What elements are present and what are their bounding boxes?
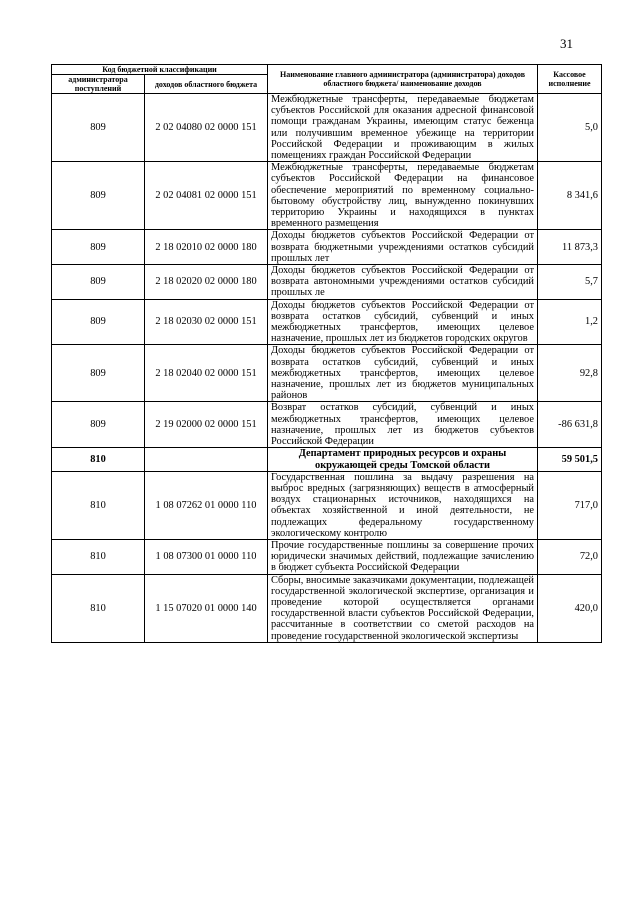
income-name-cell: Сборы, вносимые заказчиками документации, подлежащей государственной экологической экспертизе, организация и проведение которой осуществляется органами государственной власти субъектов Российской Федерации, рассчитанные в соответствии со сметой расходов на проведение государственной экологической экспертизы	[268, 574, 538, 642]
income-code-cell: 2 18 02030 02 0000 151	[145, 299, 268, 345]
header-admin: администратора поступлений	[52, 75, 145, 94]
header-classification-group: Код бюджетной классификации	[52, 65, 268, 75]
income-code-cell	[145, 448, 268, 471]
income-name-cell: Доходы бюджетов субъектов Российской Федерации от возврата остатков субсидий, субвенций и иных межбюджетных трансфертов, имеющих целевое назначение, прошлых лет из бюджетов муниципальных районов	[268, 345, 538, 402]
income-name-cell: Доходы бюджетов субъектов Российской Федерации от возврата бюджетными учреждениями остатков субсидий прошлых лет	[268, 230, 538, 265]
amount-cell: -86 631,8	[538, 402, 602, 448]
budget-table	[51, 64, 602, 643]
table-row	[52, 402, 602, 448]
admin-code-cell: 809	[52, 299, 145, 345]
header-income: доходов областного бюджета	[145, 75, 268, 94]
amount-cell: 92,8	[538, 345, 602, 402]
admin-code-cell: 810	[52, 539, 145, 574]
income-name-cell: Межбюджетные трансферты, передаваемые бюджетам субъектов Российской Федерации на финансовое обеспечение мероприятий по временному социально-бытовому обустройству лиц, вынужденно покинувших территорию Украины и находящихся в пунктах временного размещения	[268, 162, 538, 230]
amount-cell: 11 873,3	[538, 230, 602, 265]
table-row	[52, 230, 602, 265]
amount-cell: 420,0	[538, 574, 602, 642]
table-row	[52, 299, 602, 345]
table-row	[52, 265, 602, 300]
income-name-cell: Доходы бюджетов субъектов Российской Федерации от возврата автономными учреждениями остатков субсидий прошлых ле	[268, 265, 538, 300]
table-row	[52, 94, 602, 162]
amount-cell: 5,7	[538, 265, 602, 300]
admin-code-cell: 809	[52, 402, 145, 448]
income-name-cell: Доходы бюджетов субъектов Российской Федерации от возврата остатков субсидий, субвенций и иных межбюджетных трансфертов, имеющих целевое назначение, прошлых лет из бюджетов городских округов	[268, 299, 538, 345]
income-name-cell: Департамент природных ресурсов и охраны окружающей среды Томской области	[268, 448, 538, 471]
page-number: 31	[560, 36, 573, 51]
admin-code-cell: 809	[52, 94, 145, 162]
header-name: Наименование главного администратора (администратора) доходов областного бюджета/ наименование доходов	[268, 65, 538, 94]
income-name-cell: Прочие государственные пошлины за совершение прочих юридически значимых действий, подлежащие зачислению в бюджет субъекта Российской Федерации	[268, 539, 538, 574]
income-code-cell: 1 15 07020 01 0000 140	[145, 574, 268, 642]
income-code-cell: 2 02 04081 02 0000 151	[145, 162, 268, 230]
table-header	[52, 65, 602, 94]
amount-cell: 1,2	[538, 299, 602, 345]
table-row	[52, 539, 602, 574]
admin-code-cell: 809	[52, 162, 145, 230]
income-name-cell: Межбюджетные трансферты, передаваемые бюджетам субъектов Российской для оказания адресной финансовой помощи гражданам Украины, имеющим статус беженца или получившим временное убежище на территории Российской Федерации и проживающим в жилых помещениях граждан Российской Федерации	[268, 94, 538, 162]
income-code-cell: 2 02 04080 02 0000 151	[145, 94, 268, 162]
income-code-cell: 2 18 02020 02 0000 180	[145, 265, 268, 300]
amount-cell: 72,0	[538, 539, 602, 574]
income-code-cell: 1 08 07300 01 0000 110	[145, 539, 268, 574]
table-row	[52, 345, 602, 402]
income-name-cell: Возврат остатков субсидий, субвенций и иных межбюджетных трансфертов, имеющих целевое назначение, прошлых лет из бюджетов субъектов Российской Федерации	[268, 402, 538, 448]
income-code-cell: 2 18 02040 02 0000 151	[145, 345, 268, 402]
income-code-cell: 2 19 02000 02 0000 151	[145, 402, 268, 448]
section-row	[52, 448, 602, 471]
amount-cell: 5,0	[538, 94, 602, 162]
income-name-cell: Государственная пошлина за выдачу разрешения на выброс вредных (загрязняющих) веществ в атмосферный воздух стационарных источников, находящихся на объектах хозяйственной и иной деятельности, не подлежащих федеральному государственному экологическому контролю	[268, 471, 538, 539]
table-row	[52, 471, 602, 539]
table-row	[52, 574, 602, 642]
admin-code-cell: 809	[52, 265, 145, 300]
amount-cell: 59 501,5	[538, 448, 602, 471]
income-code-cell: 1 08 07262 01 0000 110	[145, 471, 268, 539]
table-body	[52, 94, 602, 643]
admin-code-cell: 809	[52, 345, 145, 402]
admin-code-cell: 810	[52, 574, 145, 642]
income-code-cell: 2 18 02010 02 0000 180	[145, 230, 268, 265]
admin-code-cell: 809	[52, 230, 145, 265]
admin-code-cell: 810	[52, 471, 145, 539]
admin-code-cell: 810	[52, 448, 145, 471]
header-amount: Кассовое исполнение	[538, 65, 602, 94]
table-row	[52, 162, 602, 230]
amount-cell: 8 341,6	[538, 162, 602, 230]
amount-cell: 717,0	[538, 471, 602, 539]
